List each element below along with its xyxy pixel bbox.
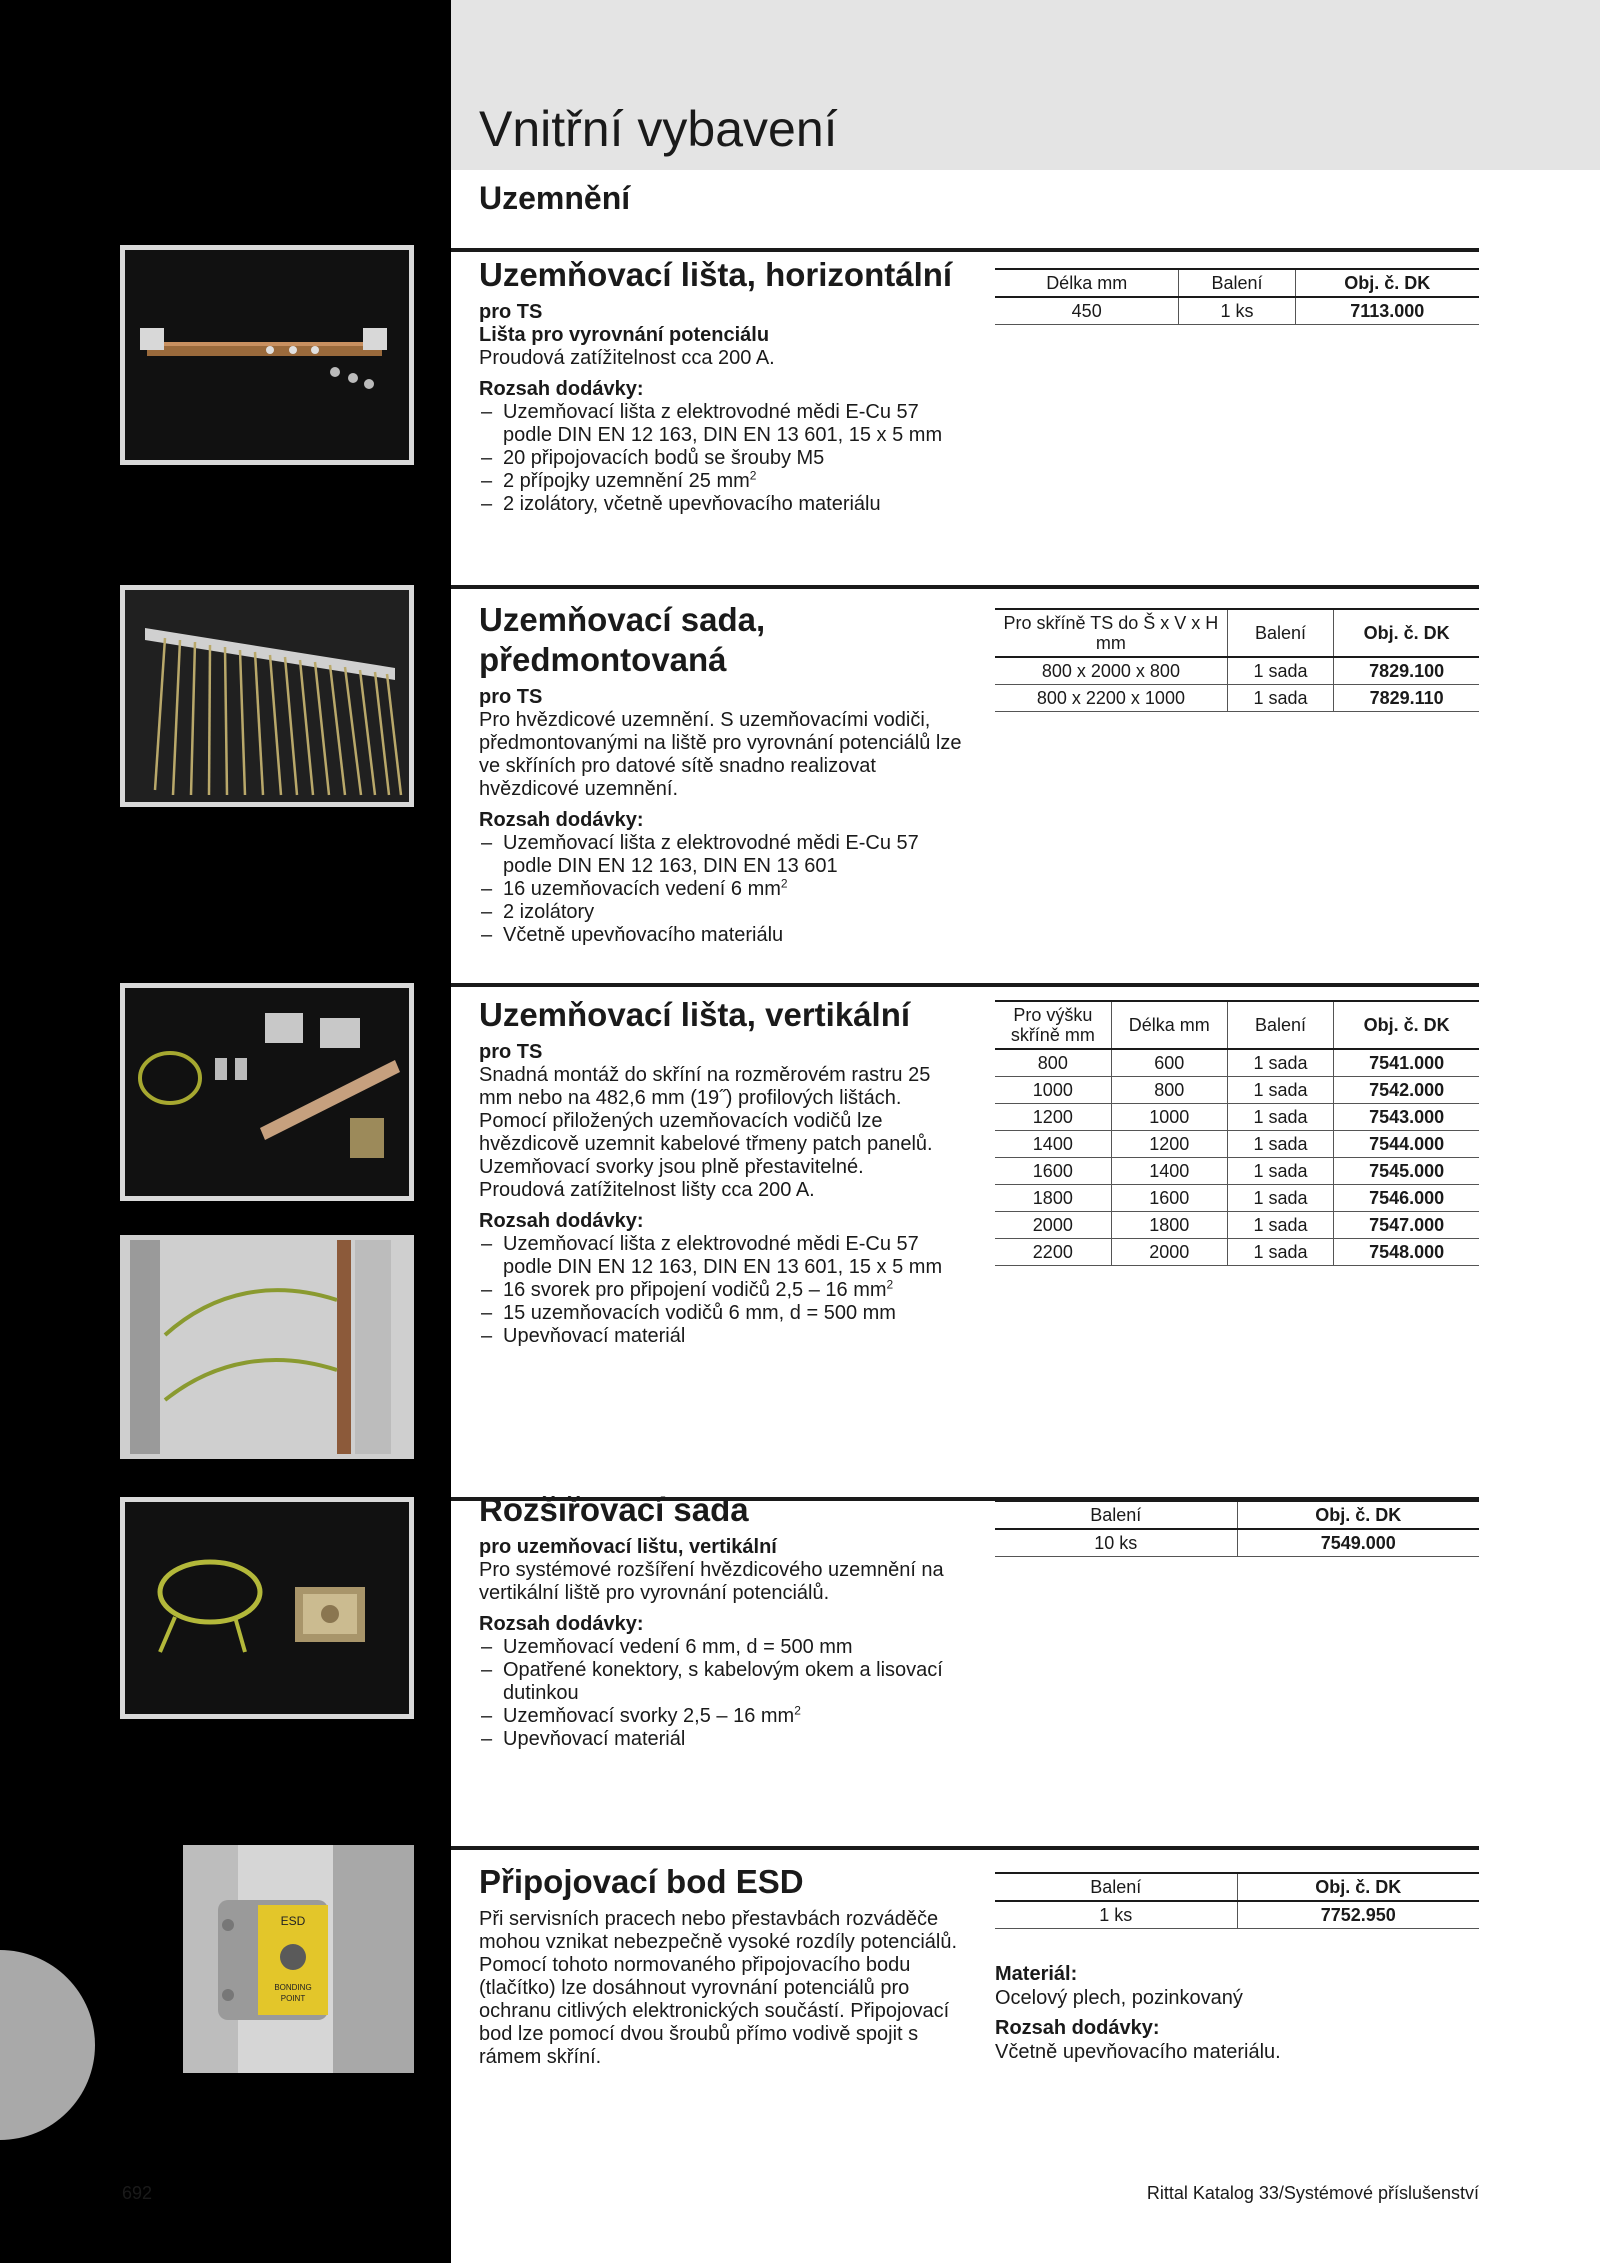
product-esd-point [479,1862,969,2069]
material-value: Ocelový plech, pozinkovaný [995,1987,1243,2009]
scope-label: Rozsah dodávky: [479,1613,644,1635]
scope-item: – 16 svorek pro připojení vodičů 2,5 – 16 $mm^2$ [479,1279,969,1302]
scope-item: – 2 přípojky uzemnění 25 $mm^2$ [479,470,969,493]
product-subtitle: pro uzemňovací lištu, vertikální [479,1536,777,1558]
product-image-vertical-bar [120,983,414,1201]
scope-item: – 2 izolátory [479,901,969,924]
esd-sign-label: ESD [280,1914,306,1928]
product-subtitle-2: Lišta pro vyrovnání potenciálu [479,324,770,346]
col-header: Balení [1227,1001,1333,1049]
scope-label: Rozsah dodávky: [479,378,644,400]
table-row: 1000 800 1 sada 7542.000 [995,1077,1479,1104]
product-image-vertical-bar-installed [120,1235,414,1459]
scope-item: – Uzemňovací svorky 2,5 – 16 $mm^2$ [479,1705,969,1728]
chapter-title: Vnitřní vybavení [479,101,838,157]
product-image-grounding-set [120,585,414,807]
catalog-footer: Rittal Katalog 33/Systémové příslušenství [1146,2183,1479,2203]
esd-sign-label: BONDING [274,1983,312,1992]
col-header: Balení [1227,609,1333,657]
scope-label: Rozsah dodávky: [479,1210,644,1232]
product-rule [451,983,1479,987]
table-row: 1200 1000 1 sada 7543.000 [995,1104,1479,1131]
col-header: Pro skříně TS do Š x V x H mm [1003,613,1219,653]
section-title: Uzemnění [479,180,631,216]
product-image-horizontal-bar [120,245,414,465]
product-image-esd-point [183,1845,414,2073]
spec-table [995,608,1479,712]
spec-table [995,1500,1479,1557]
scope-item: – Uzemňovací vedení 6 mm, d = 500 mm [479,1636,969,1659]
col-header: Balení [1090,1505,1142,1525]
col-header: Obj. č. DK [1237,1501,1479,1529]
esd-sign-label: POINT [280,1994,306,2003]
product-horizontal-bar [479,255,969,516]
material-label: Materiál: [995,1963,1078,1985]
spec-table [995,268,1479,325]
scope-item: – 15 uzemňovacích vodičů 6 mm, d = 500 mm [479,1302,969,1325]
scope-item: – Uzemňovací lišta z elektrovodné mědi E-Cu 57 podle DIN EN 12 163, DIN EN 13 601, 15 x 5 mm [479,1233,969,1279]
product-description: Snadná montáž do skříní na rozměrovém rastru 25 mm nebo na 482,6 mm (19˝) profilových lištách. Pomocí přiložených uzemňovacích vodičů lze hvězdicově uzemnit kabelové třmeny patch panelů. [479,1064,933,1155]
scope-item: – Uzemňovací lišta z elektrovodné mědi E-Cu 57 podle DIN EN 12 163, DIN EN 13 601, 15 x 5 mm [479,401,969,447]
product-title: Uzemňovací lišta, vertikální [479,996,911,1033]
col-header: Pro výšku skříně mm [1010,1005,1095,1045]
product-title: Rozšiřovací sada [479,1491,749,1528]
product-description: Pro hvězdicové uzemnění. S uzemňovacími vodiči, předmontovanými na liště pro vyrovnání potenciálů lze ve skříních pro datové sítě snadno realizovat hvězdicové uzemnění. [479,709,962,800]
product-subtitle: pro TS [479,301,543,323]
material-block [995,1962,1479,2064]
col-header: Obj. č. DK [1334,1001,1479,1049]
scope-item: – 20 připojovacích bodů se šrouby M5 [479,447,969,470]
product-rule [451,1846,1479,1850]
scope-value: Včetně upevňovacího materiálu. [995,2041,1281,2063]
table-row: 2200 2000 1 sada 7548.000 [995,1239,1479,1266]
product-title: Připojovací bod ESD [479,1863,804,1900]
col-header: Balení [1090,1877,1142,1897]
product-subtitle: pro TS [479,1041,543,1063]
product-description-3: Proudová zatížitelnost lišty cca 200 A. [479,1179,815,1201]
col-header: Délka mm [1046,273,1128,293]
product-rule [451,248,1479,252]
col-header: Délka mm [1111,1001,1227,1049]
product-description: Proudová zatížitelnost cca 200 A. [479,347,775,369]
scope-list [479,1636,969,1751]
product-grounding-set [479,600,969,947]
spec-table [995,1872,1479,1929]
scope-item: – Opatřené konektory, s kabelovým okem a lisovací dutinkou [479,1659,969,1705]
product-vertical-bar [479,995,969,1348]
scope-list [479,832,969,947]
spec-table [995,1000,1479,1266]
table-row: 2000 1800 1 sada 7547.000 [995,1212,1479,1239]
table-row: 1600 1400 1 sada 7545.000 [995,1158,1479,1185]
product-subtitle: pro TS [479,686,543,708]
scope-item: – Uzemňovací lišta z elektrovodné mědi E-Cu 57 podle DIN EN 12 163, DIN EN 13 601 [479,832,969,878]
product-title: Uzemňovací lišta, horizontální [479,256,953,293]
table-row: 1400 1200 1 sada 7544.000 [995,1131,1479,1158]
product-description-2: Uzemňovací svorky jsou plně přestavitelné. [479,1156,864,1178]
scope-item: – Upevňovací materiál [479,1325,969,1348]
table-row: 10 ks 7549.000 [995,1529,1479,1557]
scope-list [479,401,969,516]
page-number: 692 [122,2183,153,2203]
product-description: Při servisních pracech nebo přestavbách rozváděče mohou vznikat nebezpečně vysoké rozdíly potenciálů. Pomocí tohoto normovaného připojovacího bodu (tlačítko) lze dosáhnout vyrovnání potenciálů pro ochranu citlivých elektronických součástí. Připojovací bod lze pomocí dvou šroubů přímo vodivě spojit s rámem skříní. [479,1908,958,2068]
scope-item: – 2 izolátory, včetně upevňovacího materiálu [479,493,969,516]
col-header: Balení [1179,269,1295,297]
scope-label: Rozsah dodávky: [995,2017,1160,2039]
table-row: 800 x 2200 x 1000 1 sada 7829.110 [995,685,1479,712]
table-row: 1 ks 7752.950 [995,1901,1479,1929]
col-header: Obj. č. DK [1295,269,1479,297]
scope-item: – Upevňovací materiál [479,1728,969,1751]
product-title: Uzemňovací sada, předmontovaná [479,601,766,678]
table-row: 1800 1600 1 sada 7546.000 [995,1185,1479,1212]
product-extension-set [479,1490,969,1751]
scope-item: – 16 uzemňovacích vedení 6 $mm^2$ [479,878,969,901]
col-header: Obj. č. DK [1334,609,1479,657]
table-row: 800 600 1 sada 7541.000 [995,1049,1479,1077]
product-rule [451,585,1479,589]
scope-item: – Včetně upevňovacího materiálu [479,924,969,947]
col-header: Obj. č. DK [1237,1873,1479,1901]
scope-list [479,1233,969,1348]
product-image-extension-set [120,1497,414,1719]
scope-label: Rozsah dodávky: [479,809,644,831]
product-description: Pro systémové rozšíření hvězdicového uzemnění na vertikální liště pro vyrovnání potenciálů. [479,1559,944,1604]
table-row: 450 1 ks 7113.000 [995,297,1479,325]
table-row: 800 x 2000 x 800 1 sada 7829.100 [995,657,1479,685]
